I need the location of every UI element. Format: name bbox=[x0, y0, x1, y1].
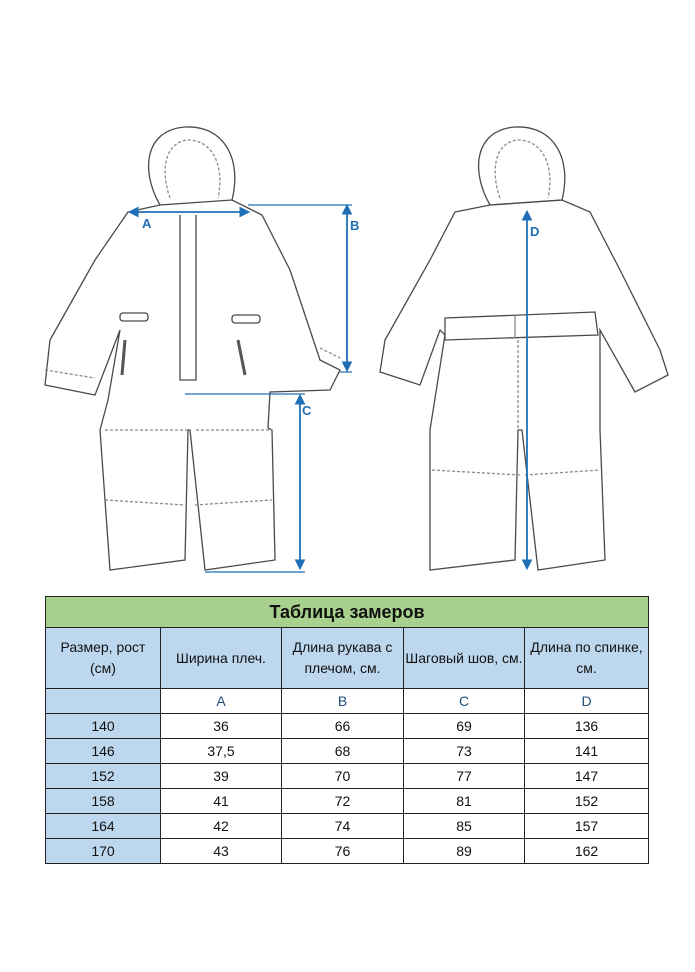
header-inseam: Шаговый шов, см. bbox=[404, 628, 525, 689]
value-cell: 136 bbox=[525, 714, 649, 739]
value-cell: 69 bbox=[404, 714, 525, 739]
value-cell: 141 bbox=[525, 739, 649, 764]
value-cell: 73 bbox=[404, 739, 525, 764]
letter-a: A bbox=[161, 689, 282, 714]
size-cell: 164 bbox=[46, 814, 161, 839]
value-cell: 85 bbox=[404, 814, 525, 839]
value-cell: 89 bbox=[404, 839, 525, 864]
value-cell: 42 bbox=[161, 814, 282, 839]
value-cell: 152 bbox=[525, 789, 649, 814]
size-cell: 146 bbox=[46, 739, 161, 764]
value-cell: 37,5 bbox=[161, 739, 282, 764]
table-row bbox=[46, 814, 649, 839]
table-row bbox=[46, 839, 649, 864]
label-b: B bbox=[350, 218, 360, 233]
value-cell: 157 bbox=[525, 814, 649, 839]
value-cell: 76 bbox=[282, 839, 404, 864]
header-size: Размер, рост (см) bbox=[46, 628, 161, 689]
value-cell: 147 bbox=[525, 764, 649, 789]
back-hood bbox=[479, 127, 565, 205]
header-shoulder-width: Ширина плеч. bbox=[161, 628, 282, 689]
letter-b: B bbox=[282, 689, 404, 714]
value-cell: 72 bbox=[282, 789, 404, 814]
value-cell: 74 bbox=[282, 814, 404, 839]
letter-c: C bbox=[404, 689, 525, 714]
table-row bbox=[46, 789, 649, 814]
size-cell: 152 bbox=[46, 764, 161, 789]
table-row bbox=[46, 764, 649, 789]
front-zipper bbox=[180, 215, 196, 380]
value-cell: 43 bbox=[161, 839, 282, 864]
back-view bbox=[380, 127, 668, 570]
letter-d: D bbox=[525, 689, 649, 714]
label-a: A bbox=[142, 216, 152, 231]
value-cell: 39 bbox=[161, 764, 282, 789]
header-back-length: Длина по спинке, см. bbox=[525, 628, 649, 689]
measurement-lines bbox=[130, 205, 527, 572]
size-cell: 158 bbox=[46, 789, 161, 814]
table-row bbox=[46, 714, 649, 739]
header-sleeve-length: Длина рукава с плечом, см. bbox=[282, 628, 404, 689]
value-cell: 68 bbox=[282, 739, 404, 764]
value-cell: 77 bbox=[404, 764, 525, 789]
front-view bbox=[45, 127, 340, 570]
table-row bbox=[46, 739, 649, 764]
size-cell: 170 bbox=[46, 839, 161, 864]
letter-cell-empty bbox=[46, 689, 161, 714]
front-hood bbox=[149, 127, 235, 205]
value-cell: 41 bbox=[161, 789, 282, 814]
size-cell: 140 bbox=[46, 714, 161, 739]
value-cell: 162 bbox=[525, 839, 649, 864]
label-c: C bbox=[302, 403, 312, 418]
size-chart-table bbox=[45, 596, 649, 864]
value-cell: 36 bbox=[161, 714, 282, 739]
table-title: Таблица замеров bbox=[46, 597, 649, 628]
value-cell: 66 bbox=[282, 714, 404, 739]
value-cell: 81 bbox=[404, 789, 525, 814]
value-cell: 70 bbox=[282, 764, 404, 789]
label-d: D bbox=[530, 224, 540, 239]
back-body bbox=[380, 200, 668, 570]
front-body bbox=[45, 200, 340, 570]
